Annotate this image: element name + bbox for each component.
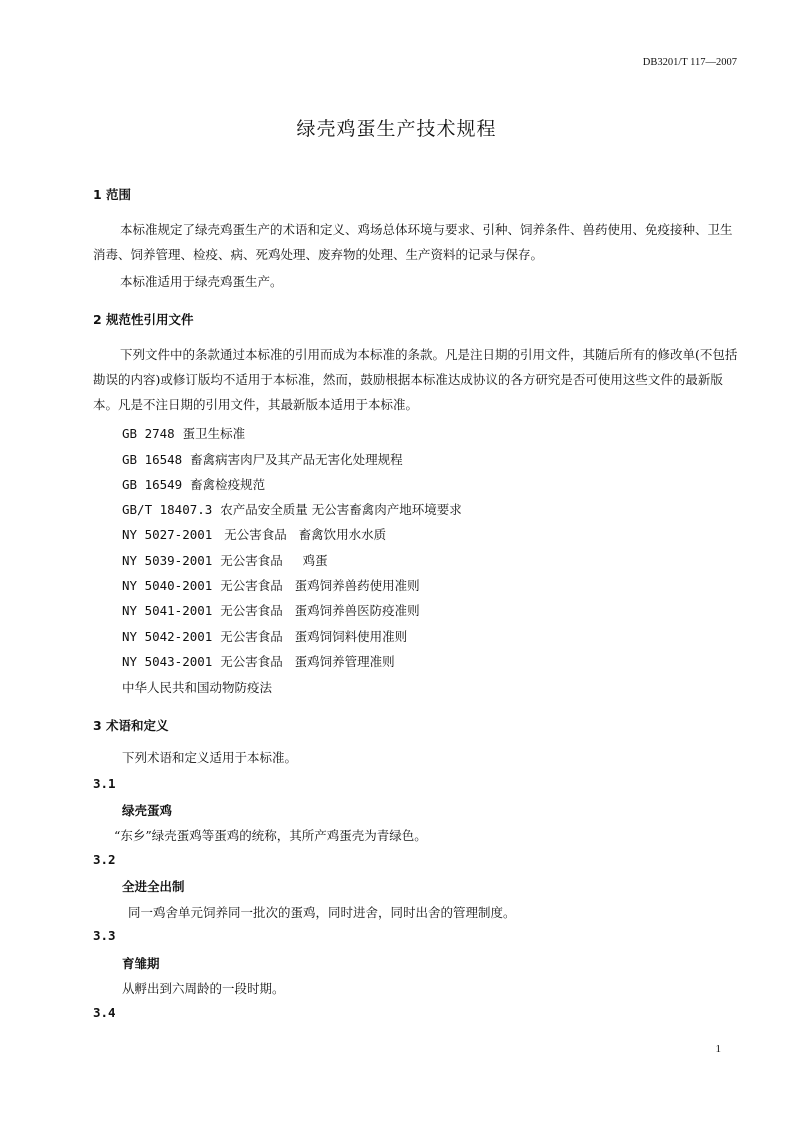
reference-code: GB/T 18407.3 (122, 502, 213, 517)
term-number: 3.3 (93, 928, 116, 943)
reference-item (122, 500, 462, 518)
section-2-heading: 2 规范性引用文件 (93, 312, 194, 327)
section-3-intro: 下列术语和定义适用于本标准。 (122, 750, 298, 765)
reference-law: 中华人民共和国动物防疫法 (122, 680, 273, 695)
term-number: 3.2 (93, 852, 116, 867)
term-definition: 同一鸡舍单元饲养同一批次的蛋鸡，同时进舍，同时出舍的管理制度。 (128, 905, 516, 920)
term-number: 3.1 (93, 776, 116, 791)
term-title: 育雏期 (122, 956, 160, 971)
section-1-applicability: 本标准适用于绿壳鸡蛋生产。 (120, 274, 283, 289)
section-2-paragraph: 下列文件中的条款通过本标准的引用而成为本标准的条款。凡是注日期的引用文件，其随后所有的修改单(不包括勘误的内容)或修订版均不适用于本标准，然而，鼓励根据本标准达成协议的各方研究是否可使用这些文件的最新版本。凡是不注日期的引用文件，其最新版本适用于本标准。 (93, 347, 738, 412)
section-1-heading: 1 范围 (93, 187, 132, 202)
reference-code: NY 5027-2001 (122, 527, 213, 542)
reference-item (122, 627, 407, 645)
term-definition: 从孵出到六周龄的一段时期。 (122, 981, 285, 996)
page-number: 1 (715, 1043, 721, 1055)
reference-name: 无公害食品 蛋鸡饲饲料使用准则 (220, 629, 408, 644)
reference-name: 畜禽检疫规范 (190, 477, 266, 492)
reference-name: 无公害食品 鸡蛋 (220, 553, 328, 568)
reference-code: GB 16548 (122, 452, 183, 467)
reference-item (122, 525, 386, 543)
term-title: 绿壳蛋鸡 (122, 803, 173, 818)
reference-name: 无公害食品 蛋鸡饲养兽医防疫准则 (220, 603, 420, 618)
reference-item (122, 551, 328, 569)
reference-item (122, 652, 395, 670)
reference-code: NY 5042-2001 (122, 629, 213, 644)
reference-code: NY 5039-2001 (122, 553, 213, 568)
term-definition: “东乡”绿壳蛋鸡等蛋鸡的统称，其所产鸡蛋壳为青绿色。 (114, 828, 427, 843)
reference-item (122, 424, 245, 442)
reference-name: 无公害食品 畜禽饮用水水质 (224, 527, 387, 542)
document-title: 绿壳鸡蛋生产技术规程 (296, 118, 497, 140)
reference-code: GB 16549 (122, 477, 183, 492)
reference-code: NY 5041-2001 (122, 603, 213, 618)
reference-code: NY 5043-2001 (122, 654, 213, 669)
reference-name: 蛋卫生标准 (182, 426, 246, 441)
section-1-paragraph: 本标准规定了绿壳鸡蛋生产的术语和定义、鸡场总体环境与要求、引种、饲养条件、兽药使用、免疫接种、卫生消毒、饲养管理、检疫、病、死鸡处理、废弃物的处理、生产资料的记录与保存。 (93, 222, 733, 262)
reference-name: 畜禽病害肉尸及其产品无害化处理规程 (190, 452, 403, 467)
reference-name: 无公害食品 蛋鸡饲养管理准则 (220, 654, 395, 669)
term-number: 3.4 (93, 1005, 116, 1020)
reference-item (122, 576, 420, 594)
reference-name: 无公害食品 蛋鸡饲养兽药使用准则 (220, 578, 420, 593)
reference-code: GB 2748 (122, 426, 175, 441)
reference-item (122, 601, 420, 619)
term-title: 全进全出制 (122, 879, 185, 894)
reference-name: 农产品安全质量 无公害畜禽肉产地环境要求 (220, 502, 462, 517)
reference-item (122, 450, 403, 468)
reference-item (122, 475, 265, 493)
section-3-heading: 3 术语和定义 (93, 718, 169, 733)
document-code: DB3201/T 117—2007 (642, 57, 737, 68)
reference-code: NY 5040-2001 (122, 578, 213, 593)
